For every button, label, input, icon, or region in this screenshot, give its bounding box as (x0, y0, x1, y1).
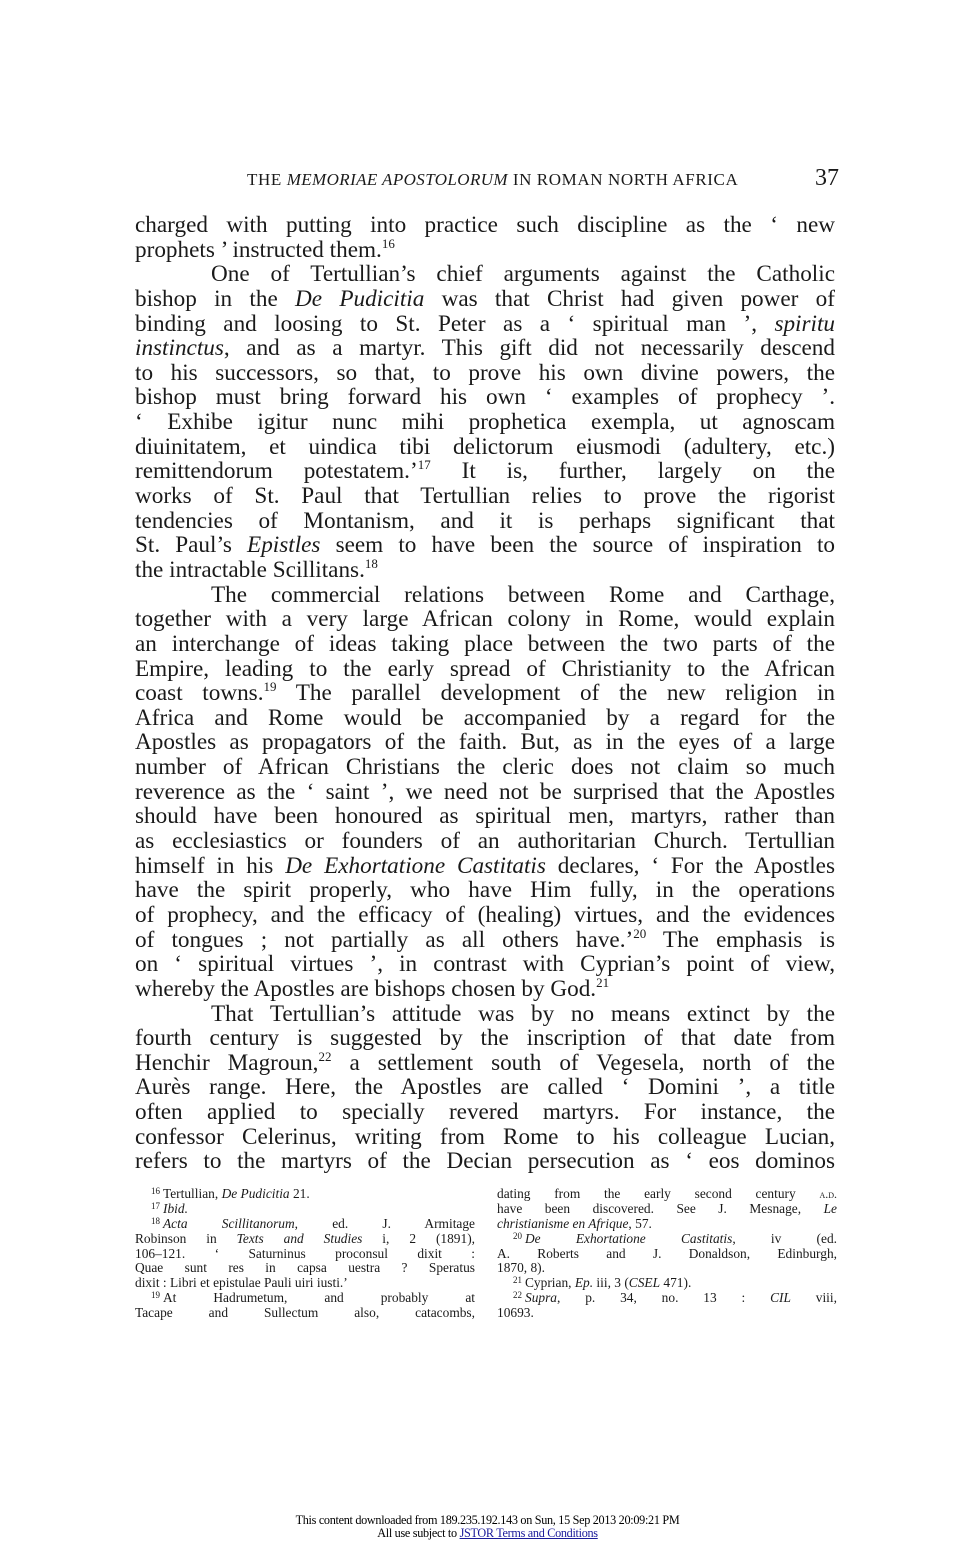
text-run: i, 2 (1891), (362, 1230, 476, 1246)
footnote (497, 1291, 837, 1306)
text-run: remittendorum potestatem.’ (135, 458, 418, 485)
text-run: ‘ Exhibe igitur nunc mihi prophetica exempla, ut agnoscam (135, 409, 835, 436)
text-run: reverence as the ‘ saint ’, we need not be surprised that the Apostles (135, 778, 835, 805)
text-run: seem to have been the source of inspiration to (320, 532, 835, 559)
text-run: an interchange of ideas taking place between the two parts of the (135, 630, 835, 657)
footnote-reference: 22 (318, 1048, 332, 1064)
text-line (135, 854, 835, 879)
text-line (135, 829, 835, 854)
italic-text: CSEL (628, 1275, 661, 1291)
jstor-terms-link[interactable]: JSTOR Terms and Conditions (459, 1526, 598, 1540)
text-run: Aurès range. Here, the Apostles are called ‘ Domini ’, a title (135, 1074, 835, 1101)
italic-text: De Pudicitia (295, 285, 425, 312)
running-head-suffix: IN ROMAN NORTH AFRICA (507, 170, 739, 189)
text-run: confessor Celerinus, writing from Rome to his colleague Lucian, (135, 1123, 835, 1150)
text-run: a settlement south of Vegesela, north of the (331, 1049, 835, 1076)
text-run: , ed. J. Armitage (294, 1215, 475, 1231)
text-run: At Hadrumetum, and probably at (163, 1290, 475, 1306)
text-run: Quae sunt res in capsa uestra ? Speratus (135, 1260, 475, 1276)
text-run: refers to the martyrs of the Decian persecution as ‘ eos dominos (135, 1148, 835, 1175)
terms-line (0, 1527, 975, 1540)
text-run: fourth century is suggested by the inscription of that date from (135, 1025, 835, 1052)
text-run: the intractable Scillitans. (135, 556, 365, 583)
text-line (135, 1125, 835, 1150)
text-run: binding and loosing to St. Peter as a ‘ spiritual man ’, (135, 310, 775, 337)
text-run: iii, 3 ( (593, 1275, 629, 1291)
text-run: bishop in the (135, 285, 296, 312)
text-run: Empire, leading to the early spread of Christianity to the African (135, 655, 835, 682)
running-head (247, 170, 738, 190)
footnote-line (135, 1306, 475, 1321)
footnote-line (135, 1261, 475, 1276)
text-run: The commercial relations between Rome and Carthage, (211, 581, 835, 608)
footnote-line (497, 1247, 837, 1262)
italic-text: instinctus (135, 335, 224, 362)
text-line (135, 312, 835, 337)
text-run: declares, ‘ For the Apostles (545, 852, 835, 879)
text-run: coast towns. (135, 680, 264, 707)
footnotes-right-column (497, 1187, 837, 1321)
text-line (135, 730, 835, 755)
text-line (135, 657, 835, 682)
footnote-line (497, 1187, 837, 1202)
text-line (135, 213, 835, 238)
text-line (135, 435, 835, 460)
text-line (135, 607, 835, 632)
italic-text: Acta Scillitanorum (163, 1215, 295, 1231)
text-run: of tongues ; not partially as all others have.’ (135, 926, 634, 953)
text-run: Robinson in (135, 1230, 237, 1246)
text-line (135, 1048, 835, 1076)
footnote-line (497, 1261, 837, 1276)
text-run: bishop must bring forward his own ‘ examples of prophecy ’. (135, 384, 835, 411)
text-line (135, 780, 835, 805)
footnote (135, 1217, 475, 1232)
text-line (135, 903, 835, 928)
text-run: That Tertullian’s attitude was by no means extinct by the (211, 1000, 835, 1027)
text-run: 106–121. ‘ Saturninus proconsul dixit : (135, 1245, 475, 1261)
italic-text: CIL (770, 1290, 791, 1306)
text-line (135, 1002, 835, 1027)
text-run: was that Christ had given power of (424, 285, 835, 312)
footnote (135, 1291, 475, 1306)
footnote-number: 21 (513, 1275, 522, 1286)
text-run: whereby the Apostles are bishops chosen by God. (135, 975, 597, 1002)
text-run: works of St. Paul that Tertullian relies to prove the rigorist (135, 483, 835, 510)
footnote (135, 1202, 475, 1217)
footnote-reference: 16 (381, 235, 395, 251)
text-line (135, 681, 835, 706)
text-line (135, 385, 835, 410)
text-run: Tertullian, (163, 1186, 222, 1201)
footnote (135, 1187, 475, 1202)
text-line (135, 555, 835, 583)
footnote-line (135, 1232, 475, 1247)
body-text (135, 213, 835, 1174)
text-line (135, 484, 835, 509)
text-run: tendencies of Montanism, and it is perhaps significant that (135, 507, 835, 534)
italic-text: Texts and Studies (236, 1230, 363, 1246)
text-run: Henchir Magroun, (135, 1049, 319, 1076)
text-run: The parallel development of the new religion in (276, 680, 836, 707)
text-line (135, 533, 835, 558)
italic-text: Epistles (247, 532, 321, 559)
text-run: on ‘ spiritual virtues ’, in contrast with Cyprian’s point of view, (135, 951, 835, 978)
italic-text: Supra (525, 1290, 557, 1306)
text-run: 471). (660, 1275, 692, 1291)
text-run: 21. (289, 1186, 310, 1201)
text-run: together with a very large African colony in Rome, would explain (135, 606, 835, 633)
download-footer (0, 1514, 975, 1540)
footnote-number: 16 (151, 1186, 160, 1196)
text-run: It is, further, largely on the (430, 458, 835, 485)
footnote-line (135, 1247, 475, 1262)
text-run: One of Tertullian’s chief arguments against the Catholic (211, 261, 835, 288)
footnote-reference: 21 (596, 974, 610, 990)
text-line (135, 1100, 835, 1125)
text-run: to his successors, so that, to prove his own divine powers, the (135, 359, 835, 386)
footnote-reference: 19 (263, 679, 277, 695)
italic-text: Ibid. (163, 1200, 188, 1216)
text-run: Africa and Rome would be accompanied by a regard for the (135, 704, 835, 731)
footnote (497, 1276, 837, 1291)
footnote-number: 22 (513, 1290, 522, 1301)
text-run: of prophecy, and the efficacy of (healing) virtues, and the evidences (135, 901, 835, 928)
text-run: , 57. (628, 1215, 652, 1231)
footnote-reference: 17 (417, 457, 431, 473)
text-line (135, 952, 835, 977)
italic-text: Le (823, 1200, 837, 1216)
text-run: have been discovered. See J. Mesnage, (497, 1200, 824, 1216)
italic-text: De Pudicitia (221, 1186, 290, 1201)
text-run: , iv (ed. (732, 1230, 837, 1246)
text-run: A. Roberts and J. Donaldson, Edinburgh, (497, 1245, 837, 1261)
text-run: diuinitatem, et uindica tibi delictorum eiusmodi (adultery, etc.) (135, 433, 835, 460)
text-run: himself in his (135, 852, 286, 879)
text-line (135, 974, 835, 1002)
italic-text: De Exhortatione Castitatis (285, 852, 546, 879)
text-line (135, 235, 835, 263)
footnote-number: 20 (513, 1230, 522, 1241)
text-line (135, 1149, 835, 1174)
footnote-number: 19 (151, 1290, 160, 1301)
text-run: viii, (790, 1290, 837, 1306)
page-number: 37 (815, 165, 839, 191)
text-run: dixit : Libri et epistulae Pauli uiri iusti.’ (135, 1275, 348, 1291)
text-line (135, 755, 835, 780)
text-line (135, 804, 835, 829)
text-line (135, 361, 835, 386)
page-header (135, 165, 839, 192)
text-run: prophets ’ instructed them. (135, 236, 382, 263)
text-line (135, 410, 835, 435)
terms-prefix: All use subject to (377, 1526, 460, 1540)
download-notice: This content downloaded from 189.235.192.143 on Sun, 15 Sep 2013 20:09:21 PM (295, 1513, 680, 1527)
text-run: often applied to specially revered martyrs. For instance, the (135, 1099, 835, 1126)
italic-text: Ep. (574, 1275, 594, 1291)
text-line (135, 459, 835, 484)
text-line (135, 925, 835, 953)
text-line (135, 336, 835, 361)
running-head-prefix: THE (247, 170, 287, 189)
text-run: dating from the early second century (497, 1186, 820, 1201)
text-line (135, 262, 835, 287)
footnote-line (497, 1202, 837, 1217)
text-line (135, 1026, 835, 1051)
text-run: have the spirit properly, who have Him fully, in the operations (135, 877, 835, 904)
running-head-italic-title: MEMORIAE APOSTOLORUM (286, 170, 508, 189)
text-run: , p. 34, no. 13 : (557, 1290, 771, 1306)
italic-text: spiritu (774, 310, 835, 337)
text-line (135, 1075, 835, 1100)
italic-text: De Exhortatione Castitatis (525, 1230, 733, 1246)
text-run: , and as a martyr. This gift did not necessarily descend (223, 335, 835, 362)
text-line (135, 583, 835, 608)
text-line (135, 632, 835, 657)
text-run: should have been honoured as spiritual men, martyrs, rather than (135, 803, 835, 830)
footnote-line (135, 1276, 475, 1291)
text-line (135, 509, 835, 534)
text-run: St. Paul’s (135, 532, 248, 559)
footnote (497, 1232, 837, 1247)
text-run: Tacape and Sullectum also, catacombs, (135, 1305, 475, 1321)
footnote-line (497, 1217, 837, 1232)
footnote-reference: 18 (364, 555, 378, 571)
footnotes-left-column (135, 1187, 475, 1321)
text-line (135, 878, 835, 903)
text-run: The emphasis is (646, 926, 835, 953)
text-line (135, 706, 835, 731)
italic-text: christianisme en Afrique (497, 1215, 629, 1231)
text-run: Apostles as propagators of the faith. But, as in the eyes of a large (135, 729, 835, 756)
small-caps-text: a.d. (819, 1187, 837, 1201)
footnote-number: 17 (151, 1200, 160, 1211)
text-line (135, 287, 835, 312)
footnote-line (497, 1306, 837, 1321)
text-run: number of African Christians the cleric does not claim so much (135, 754, 835, 781)
text-run: as ecclesiastics or founders of an authoritarian Church. Tertullian (135, 828, 835, 855)
footnote-number: 18 (151, 1215, 160, 1226)
text-run: Cyprian, (525, 1275, 575, 1291)
text-run: 10693. (497, 1305, 534, 1321)
text-run: 1870, 8). (497, 1260, 545, 1276)
footnote-reference: 20 (633, 925, 647, 941)
text-run: charged with putting into practice such discipline as the ‘ new (135, 212, 835, 238)
